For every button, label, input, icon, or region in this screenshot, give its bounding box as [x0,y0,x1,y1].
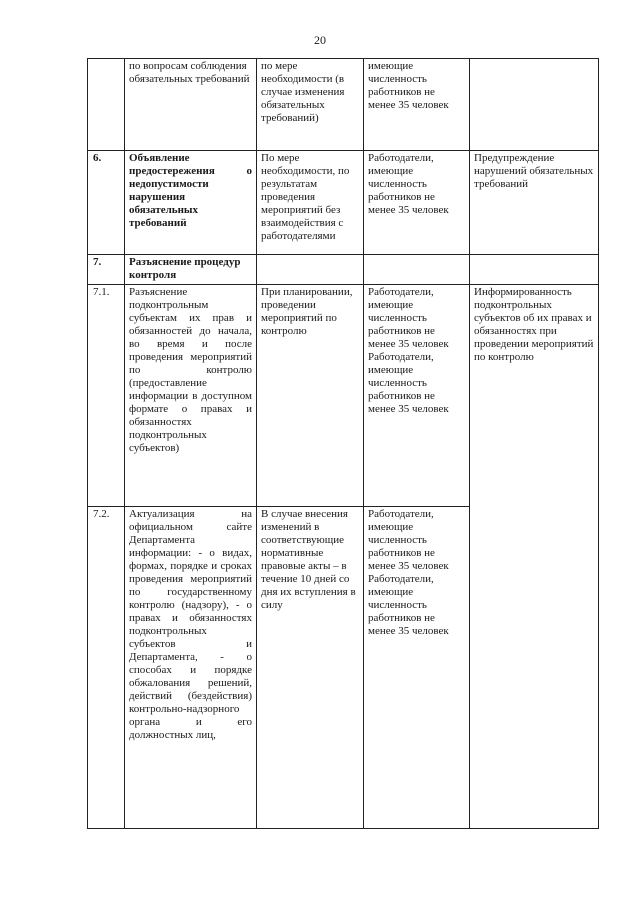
subjects-cell: Работодатели, имеющие численность работников не менее 35 человек [364,151,470,255]
row-number: 7.1. [88,285,125,507]
page-number: 20 [314,33,326,47]
timing-cell: При планировании, проведении мероприятий по контролю [257,285,364,507]
activity-cell: Разъяснение процедур контроля [125,255,257,285]
result-cell [470,507,599,829]
timing-cell [257,255,364,285]
activity-cell: по вопросам соблюдения обязательных требований [125,59,257,151]
result-cell: Информированность подконтрольных субъектов об их правах и обязанностях при проведении мероприятий по контролю [470,285,599,507]
result-cell [470,59,599,151]
table-row [88,151,599,255]
result-cell: Предупреждение нарушений обязательных требований [470,151,599,255]
table-row [88,59,599,151]
row-number: 6. [88,151,125,255]
result-cell [470,255,599,285]
timing-cell: В случае внесения изменений в соответствующие нормативные правовые акты – в течение 10 дней со дня их вступления в силу [257,507,364,829]
row-number: 7. [88,255,125,285]
activity-cell: Объявление предостережения о недопустимости нарушения обязательных требований [125,151,257,255]
activity-cell: Актуализация на официальном сайте Департамента информации: - о видах, формах, порядке и сроках проведения мероприятий по государственному контролю (надзору), - о правах и обязанностях подконтрольных субъектов и Департамента, - о способах и порядке обжалования решений, действий (бездействия) контрольно-надзорного органа и его должностных лиц, [125,507,257,829]
subjects-cell [364,255,470,285]
activities-table [87,58,599,829]
activity-cell: Разъяснение подконтрольным субъектам их прав и обязанностей до начала, во время и после проведения мероприятий по контролю (предоставление информации в доступном формате о правах и обязанностях подконтрольных субъектов) [125,285,257,507]
timing-cell: по мере необходимости (в случае изменения обязательных требований) [257,59,364,151]
timing-cell: По мере необходимости, по результатам проведения мероприятий без взаимодействия с работодателями [257,151,364,255]
subjects-cell: Работодатели, имеющие численность работников не менее 35 человек Работодатели, имеющие численность работников не менее 35 человек [364,285,470,507]
row-number: 7.2. [88,507,125,829]
table-row [88,255,599,285]
subjects-cell: Работодатели, имеющие численность работников не менее 35 человек Работодатели, имеющие численность работников не менее 35 человек [364,507,470,829]
table-row [88,507,599,829]
subjects-cell: имеющие численность работников не менее 35 человек [364,59,470,151]
row-number [88,59,125,151]
table-row [88,285,599,507]
